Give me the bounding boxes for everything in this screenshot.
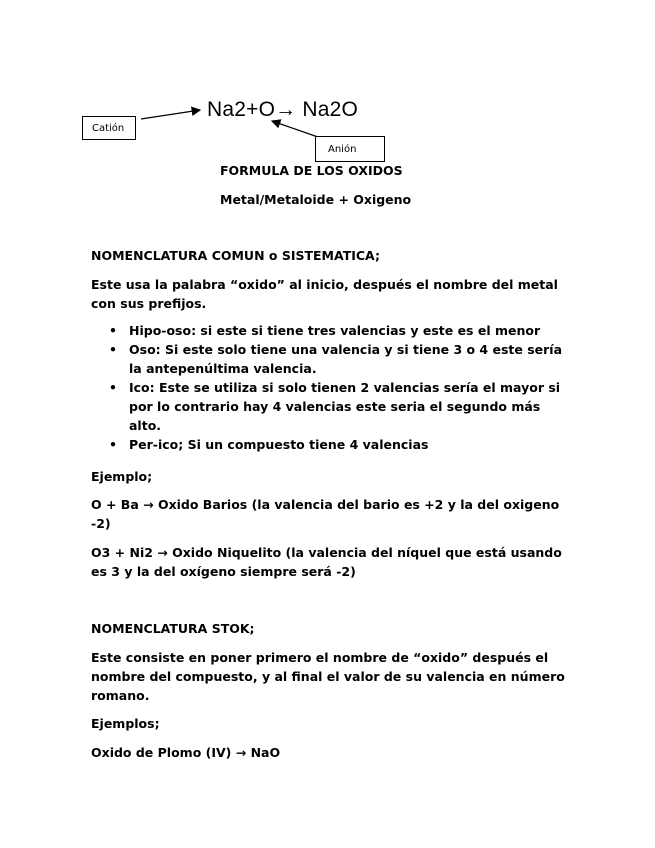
section-stock-intro: Este consiste en poner primero el nombre de “oxido” después el nombre del compuesto, y al final el valor de su valencia en número romano. bbox=[91, 650, 565, 703]
section-common-intro bbox=[91, 275, 558, 313]
section-common-title: NOMENCLATURA COMUN o SISTEMATICA; bbox=[91, 248, 380, 263]
bullet-icon: • bbox=[109, 342, 117, 357]
document-title: FORMULA DE LOS OXIDOS bbox=[220, 163, 403, 178]
list-item: • Ico: Este se utiliza si solo tienen 2 valencias sería el mayor si por lo contrario hay 4 valencias este seria el segundo más alto. bbox=[109, 380, 561, 433]
examples-label: Ejemplos; bbox=[91, 716, 160, 731]
anion-label-box bbox=[315, 136, 385, 162]
list-item: • Oso: Si este solo tiene una valencia y si tiene 3 o 4 este sería la antepenúltima valencia. bbox=[109, 342, 563, 376]
section-stock-title: NOMENCLATURA STOK; bbox=[91, 621, 255, 636]
anion-label: Anión bbox=[328, 143, 357, 155]
bullet-icon: • bbox=[109, 437, 117, 452]
stock-example: Oxido de Plomo (IV) → NaO bbox=[91, 745, 281, 760]
intro-line: Este usa la palabra “oxido” al inicio, después el nombre del metal bbox=[91, 277, 558, 292]
bullet-icon: • bbox=[109, 323, 117, 338]
valence-list bbox=[109, 321, 563, 454]
cation-arrow bbox=[141, 110, 200, 119]
bullet-icon: • bbox=[109, 380, 117, 395]
cation-label-box bbox=[82, 116, 136, 140]
example-1: O + Ba → Oxido Barios (la valencia del bario es +2 y la del oxigeno -2) bbox=[91, 497, 560, 531]
list-item: • Per-ico; Si un compuesto tiene 4 valencias bbox=[109, 437, 429, 452]
reaction-formula: Na2+O→ Na2O bbox=[207, 98, 359, 121]
document-subtitle: Metal/Metaloide + Oxigeno bbox=[220, 192, 412, 207]
anion-arrow bbox=[272, 121, 318, 137]
example-label: Ejemplo; bbox=[91, 469, 153, 484]
cation-label: Catión bbox=[92, 122, 125, 134]
example-2: O3 + Ni2 → Oxido Niquelito (la valencia del níquel que está usando es 3 y la del oxígeno siempre será -2) bbox=[91, 545, 562, 579]
list-item: • Hipo-oso: si este si tiene tres valencias y este es el menor bbox=[109, 323, 541, 338]
intro-line: con sus prefijos. bbox=[91, 296, 207, 311]
